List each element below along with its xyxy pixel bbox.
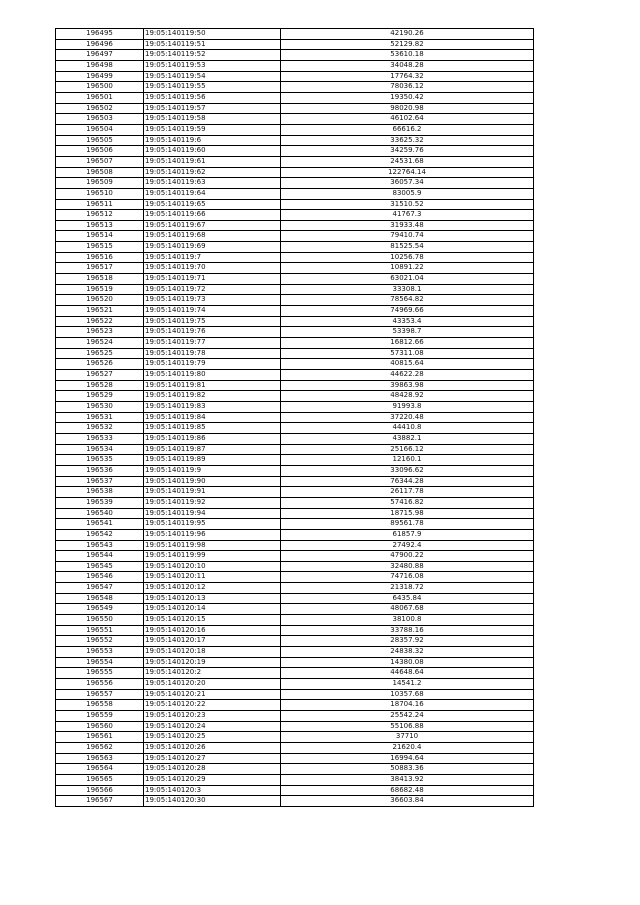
value-cell: 53398.7	[281, 327, 534, 338]
row-id-cell: 196548	[56, 593, 144, 604]
row-id-cell: 196558	[56, 700, 144, 711]
row-id-cell: 196555	[56, 668, 144, 679]
timestamp-cell: 19:05:140119:52	[144, 50, 281, 61]
table-row	[56, 647, 534, 658]
row-id-cell: 196541	[56, 519, 144, 530]
table-row	[56, 316, 534, 327]
value-cell: 81525.54	[281, 242, 534, 253]
table-row	[56, 124, 534, 135]
table-row	[56, 401, 534, 412]
value-cell: 24838.32	[281, 647, 534, 658]
table-row	[56, 657, 534, 668]
value-cell: 33308.1	[281, 284, 534, 295]
row-id-cell: 196538	[56, 487, 144, 498]
table-row	[56, 39, 534, 50]
value-cell: 31933.48	[281, 220, 534, 231]
table-row	[56, 412, 534, 423]
timestamp-cell: 19:05:140120:16	[144, 625, 281, 636]
table-row	[56, 604, 534, 615]
timestamp-cell: 19:05:140119:69	[144, 242, 281, 253]
table-row	[56, 668, 534, 679]
timestamp-cell: 19:05:140119:50	[144, 29, 281, 40]
value-cell: 78036.12	[281, 82, 534, 93]
table-row	[56, 156, 534, 167]
timestamp-cell: 19:05:140119:96	[144, 529, 281, 540]
table-row	[56, 274, 534, 285]
table-row	[56, 263, 534, 274]
table-row	[56, 92, 534, 103]
value-cell: 52129.82	[281, 39, 534, 50]
value-cell: 79410.74	[281, 231, 534, 242]
row-id-cell: 196542	[56, 529, 144, 540]
row-id-cell: 196525	[56, 348, 144, 359]
table-row	[56, 380, 534, 391]
row-id-cell: 196517	[56, 263, 144, 274]
row-id-cell: 196534	[56, 444, 144, 455]
table-row	[56, 114, 534, 125]
table-row	[56, 146, 534, 157]
row-id-cell: 196524	[56, 338, 144, 349]
row-id-cell: 196499	[56, 71, 144, 82]
timestamp-cell: 19:05:140119:66	[144, 210, 281, 221]
table-row	[56, 700, 534, 711]
timestamp-cell: 19:05:140119:64	[144, 188, 281, 199]
value-cell: 57311.08	[281, 348, 534, 359]
value-cell: 37710	[281, 732, 534, 743]
table-row	[56, 135, 534, 146]
timestamp-cell: 19:05:140119:77	[144, 338, 281, 349]
row-id-cell: 196497	[56, 50, 144, 61]
timestamp-cell: 19:05:140119:91	[144, 487, 281, 498]
row-id-cell: 196505	[56, 135, 144, 146]
timestamp-cell: 19:05:140120:29	[144, 774, 281, 785]
timestamp-cell: 19:05:140119:54	[144, 71, 281, 82]
timestamp-cell: 19:05:140119:90	[144, 476, 281, 487]
timestamp-cell: 19:05:140119:7	[144, 252, 281, 263]
table-row	[56, 615, 534, 626]
row-id-cell: 196504	[56, 124, 144, 135]
timestamp-cell: 19:05:140120:24	[144, 721, 281, 732]
row-id-cell: 196532	[56, 423, 144, 434]
timestamp-cell: 19:05:140119:70	[144, 263, 281, 274]
row-id-cell: 196510	[56, 188, 144, 199]
value-cell: 33096.62	[281, 465, 534, 476]
row-id-cell: 196554	[56, 657, 144, 668]
value-cell: 40815.64	[281, 359, 534, 370]
row-id-cell: 196531	[56, 412, 144, 423]
table-row	[56, 50, 534, 61]
table-row	[56, 636, 534, 647]
timestamp-cell: 19:05:140120:11	[144, 572, 281, 583]
table-row	[56, 572, 534, 583]
row-id-cell: 196547	[56, 583, 144, 594]
timestamp-cell: 19:05:140119:84	[144, 412, 281, 423]
table-row	[56, 220, 534, 231]
row-id-cell: 196527	[56, 370, 144, 381]
row-id-cell: 196537	[56, 476, 144, 487]
value-cell: 91993.8	[281, 401, 534, 412]
value-cell: 31510.52	[281, 199, 534, 210]
row-id-cell: 196565	[56, 774, 144, 785]
timestamp-cell: 19:05:140119:62	[144, 167, 281, 178]
table-row	[56, 433, 534, 444]
timestamp-cell: 19:05:140119:87	[144, 444, 281, 455]
row-id-cell: 196546	[56, 572, 144, 583]
timestamp-cell: 19:05:140119:61	[144, 156, 281, 167]
table-row	[56, 71, 534, 82]
value-cell: 18704.16	[281, 700, 534, 711]
table-row	[56, 295, 534, 306]
table-row	[56, 774, 534, 785]
row-id-cell: 196543	[56, 540, 144, 551]
table-row	[56, 732, 534, 743]
value-cell: 16812.66	[281, 338, 534, 349]
timestamp-cell: 19:05:140120:2	[144, 668, 281, 679]
timestamp-cell: 19:05:140120:28	[144, 764, 281, 775]
timestamp-cell: 19:05:140119:98	[144, 540, 281, 551]
value-cell: 43353.4	[281, 316, 534, 327]
value-cell: 32480.88	[281, 561, 534, 572]
timestamp-cell: 19:05:140120:23	[144, 711, 281, 722]
table-row	[56, 476, 534, 487]
table-row	[56, 487, 534, 498]
value-cell: 89561.78	[281, 519, 534, 530]
table-row	[56, 29, 534, 40]
value-cell: 78564.82	[281, 295, 534, 306]
value-cell: 39863.98	[281, 380, 534, 391]
value-cell: 28357.92	[281, 636, 534, 647]
row-id-cell: 196557	[56, 689, 144, 700]
timestamp-cell: 19:05:140120:22	[144, 700, 281, 711]
value-cell: 53610.18	[281, 50, 534, 61]
table-row	[56, 338, 534, 349]
timestamp-cell: 19:05:140119:58	[144, 114, 281, 125]
table-row	[56, 60, 534, 71]
table-row	[56, 242, 534, 253]
row-id-cell: 196515	[56, 242, 144, 253]
table-row	[56, 540, 534, 551]
value-cell: 48067.68	[281, 604, 534, 615]
timestamp-cell: 19:05:140120:3	[144, 785, 281, 796]
value-cell: 6435.84	[281, 593, 534, 604]
value-cell: 25166.12	[281, 444, 534, 455]
value-cell: 18715.98	[281, 508, 534, 519]
timestamp-cell: 19:05:140120:10	[144, 561, 281, 572]
timestamp-cell: 19:05:140120:12	[144, 583, 281, 594]
value-cell: 12160.1	[281, 455, 534, 466]
row-id-cell: 196544	[56, 551, 144, 562]
value-cell: 27492.4	[281, 540, 534, 551]
table-row	[56, 753, 534, 764]
timestamp-cell: 19:05:140119:76	[144, 327, 281, 338]
row-id-cell: 196516	[56, 252, 144, 263]
value-cell: 26117.78	[281, 487, 534, 498]
row-id-cell: 196551	[56, 625, 144, 636]
table-row	[56, 370, 534, 381]
value-cell: 57416.82	[281, 497, 534, 508]
table-row	[56, 188, 534, 199]
value-cell: 83005.9	[281, 188, 534, 199]
value-cell: 74969.66	[281, 306, 534, 317]
timestamp-cell: 19:05:140119:65	[144, 199, 281, 210]
timestamp-cell: 19:05:140119:6	[144, 135, 281, 146]
timestamp-cell: 19:05:140119:79	[144, 359, 281, 370]
table-row	[56, 167, 534, 178]
data-table	[55, 28, 534, 807]
row-id-cell: 196549	[56, 604, 144, 615]
row-id-cell: 196535	[56, 455, 144, 466]
timestamp-cell: 19:05:140120:13	[144, 593, 281, 604]
row-id-cell: 196522	[56, 316, 144, 327]
timestamp-cell: 19:05:140119:86	[144, 433, 281, 444]
timestamp-cell: 19:05:140120:14	[144, 604, 281, 615]
timestamp-cell: 19:05:140120:19	[144, 657, 281, 668]
table-row	[56, 327, 534, 338]
value-cell: 68682.48	[281, 785, 534, 796]
table-row	[56, 679, 534, 690]
row-id-cell: 196495	[56, 29, 144, 40]
value-cell: 24531.68	[281, 156, 534, 167]
value-cell: 10256.78	[281, 252, 534, 263]
row-id-cell: 196562	[56, 742, 144, 753]
table-row	[56, 561, 534, 572]
row-id-cell: 196560	[56, 721, 144, 732]
timestamp-cell: 19:05:140120:25	[144, 732, 281, 743]
value-cell: 38100.8	[281, 615, 534, 626]
table-body	[56, 29, 534, 807]
row-id-cell: 196498	[56, 60, 144, 71]
timestamp-cell: 19:05:140119:51	[144, 39, 281, 50]
value-cell: 14541.2	[281, 679, 534, 690]
row-id-cell: 196523	[56, 327, 144, 338]
value-cell: 17764.32	[281, 71, 534, 82]
value-cell: 66616.2	[281, 124, 534, 135]
row-id-cell: 196506	[56, 146, 144, 157]
table-row	[56, 359, 534, 370]
row-id-cell: 196508	[56, 167, 144, 178]
row-id-cell: 196536	[56, 465, 144, 476]
value-cell: 21318.72	[281, 583, 534, 594]
row-id-cell: 196518	[56, 274, 144, 285]
table-row	[56, 721, 534, 732]
value-cell: 55106.88	[281, 721, 534, 732]
timestamp-cell: 19:05:140120:20	[144, 679, 281, 690]
row-id-cell: 196567	[56, 796, 144, 807]
row-id-cell: 196545	[56, 561, 144, 572]
timestamp-cell: 19:05:140119:60	[144, 146, 281, 157]
timestamp-cell: 19:05:140119:92	[144, 497, 281, 508]
table-row	[56, 583, 534, 594]
value-cell: 34048.28	[281, 60, 534, 71]
row-id-cell: 196529	[56, 391, 144, 402]
timestamp-cell: 19:05:140119:56	[144, 92, 281, 103]
row-id-cell: 196511	[56, 199, 144, 210]
row-id-cell: 196512	[56, 210, 144, 221]
value-cell: 33625.32	[281, 135, 534, 146]
timestamp-cell: 19:05:140119:57	[144, 103, 281, 114]
timestamp-cell: 19:05:140120:26	[144, 742, 281, 753]
timestamp-cell: 19:05:140120:17	[144, 636, 281, 647]
table-row	[56, 689, 534, 700]
row-id-cell: 196564	[56, 764, 144, 775]
timestamp-cell: 19:05:140119:71	[144, 274, 281, 285]
row-id-cell: 196540	[56, 508, 144, 519]
table-row	[56, 711, 534, 722]
table-row	[56, 785, 534, 796]
table-row	[56, 103, 534, 114]
value-cell: 25542.24	[281, 711, 534, 722]
value-cell: 122764.14	[281, 167, 534, 178]
table-row	[56, 284, 534, 295]
table-row	[56, 465, 534, 476]
value-cell: 98020.98	[281, 103, 534, 114]
row-id-cell: 196528	[56, 380, 144, 391]
value-cell: 41767.3	[281, 210, 534, 221]
value-cell: 61857.9	[281, 529, 534, 540]
table-row	[56, 199, 534, 210]
table-row	[56, 551, 534, 562]
table-row	[56, 497, 534, 508]
row-id-cell: 196502	[56, 103, 144, 114]
table-row	[56, 764, 534, 775]
timestamp-cell: 19:05:140120:21	[144, 689, 281, 700]
value-cell: 48428.92	[281, 391, 534, 402]
row-id-cell: 196500	[56, 82, 144, 93]
timestamp-cell: 19:05:140120:27	[144, 753, 281, 764]
timestamp-cell: 19:05:140119:63	[144, 178, 281, 189]
value-cell: 50883.36	[281, 764, 534, 775]
value-cell: 37220.48	[281, 412, 534, 423]
row-id-cell: 196503	[56, 114, 144, 125]
timestamp-cell: 19:05:140119:68	[144, 231, 281, 242]
value-cell: 76344.28	[281, 476, 534, 487]
timestamp-cell: 19:05:140119:74	[144, 306, 281, 317]
table-row	[56, 306, 534, 317]
value-cell: 74716.08	[281, 572, 534, 583]
row-id-cell: 196539	[56, 497, 144, 508]
row-id-cell: 196561	[56, 732, 144, 743]
timestamp-cell: 19:05:140119:72	[144, 284, 281, 295]
value-cell: 47900.22	[281, 551, 534, 562]
timestamp-cell: 19:05:140119:75	[144, 316, 281, 327]
value-cell: 63021.04	[281, 274, 534, 285]
table-row	[56, 210, 534, 221]
row-id-cell: 196519	[56, 284, 144, 295]
timestamp-cell: 19:05:140120:18	[144, 647, 281, 658]
timestamp-cell: 19:05:140119:80	[144, 370, 281, 381]
value-cell: 38413.92	[281, 774, 534, 785]
timestamp-cell: 19:05:140119:73	[144, 295, 281, 306]
table-row	[56, 455, 534, 466]
table-row	[56, 252, 534, 263]
value-cell: 42190.26	[281, 29, 534, 40]
timestamp-cell: 19:05:140119:81	[144, 380, 281, 391]
table-row	[56, 348, 534, 359]
row-id-cell: 196566	[56, 785, 144, 796]
timestamp-cell: 19:05:140120:15	[144, 615, 281, 626]
table-row	[56, 423, 534, 434]
timestamp-cell: 19:05:140119:82	[144, 391, 281, 402]
table-row	[56, 82, 534, 93]
timestamp-cell: 19:05:140119:83	[144, 401, 281, 412]
table-row	[56, 178, 534, 189]
value-cell: 33788.16	[281, 625, 534, 636]
value-cell: 43882.1	[281, 433, 534, 444]
row-id-cell: 196556	[56, 679, 144, 690]
timestamp-cell: 19:05:140119:99	[144, 551, 281, 562]
timestamp-cell: 19:05:140119:94	[144, 508, 281, 519]
row-id-cell: 196559	[56, 711, 144, 722]
table-row	[56, 508, 534, 519]
table-row	[56, 593, 534, 604]
value-cell: 36057.34	[281, 178, 534, 189]
row-id-cell: 196513	[56, 220, 144, 231]
value-cell: 10357.68	[281, 689, 534, 700]
value-cell: 14380.08	[281, 657, 534, 668]
row-id-cell: 196521	[56, 306, 144, 317]
table-row	[56, 796, 534, 807]
row-id-cell: 196563	[56, 753, 144, 764]
row-id-cell: 196501	[56, 92, 144, 103]
row-id-cell: 196530	[56, 401, 144, 412]
value-cell: 34259.76	[281, 146, 534, 157]
value-cell: 44410.8	[281, 423, 534, 434]
value-cell: 10891.22	[281, 263, 534, 274]
timestamp-cell: 19:05:140119:53	[144, 60, 281, 71]
row-id-cell: 196514	[56, 231, 144, 242]
timestamp-cell: 19:05:140119:85	[144, 423, 281, 434]
table-row	[56, 444, 534, 455]
timestamp-cell: 19:05:140119:78	[144, 348, 281, 359]
value-cell: 36603.84	[281, 796, 534, 807]
row-id-cell: 196526	[56, 359, 144, 370]
table-row	[56, 625, 534, 636]
row-id-cell: 196509	[56, 178, 144, 189]
timestamp-cell: 19:05:140119:55	[144, 82, 281, 93]
timestamp-cell: 19:05:140119:95	[144, 519, 281, 530]
value-cell: 21620.4	[281, 742, 534, 753]
timestamp-cell: 19:05:140120:30	[144, 796, 281, 807]
table-row	[56, 231, 534, 242]
row-id-cell: 196550	[56, 615, 144, 626]
value-cell: 44648.64	[281, 668, 534, 679]
timestamp-cell: 19:05:140119:59	[144, 124, 281, 135]
table-row	[56, 391, 534, 402]
value-cell: 16994.64	[281, 753, 534, 764]
row-id-cell: 196507	[56, 156, 144, 167]
row-id-cell: 196533	[56, 433, 144, 444]
value-cell: 44622.28	[281, 370, 534, 381]
table-row	[56, 742, 534, 753]
timestamp-cell: 19:05:140119:67	[144, 220, 281, 231]
value-cell: 46102.64	[281, 114, 534, 125]
timestamp-cell: 19:05:140119:89	[144, 455, 281, 466]
timestamp-cell: 19:05:140119:9	[144, 465, 281, 476]
table-row	[56, 519, 534, 530]
row-id-cell: 196553	[56, 647, 144, 658]
row-id-cell: 196496	[56, 39, 144, 50]
value-cell: 19350.42	[281, 92, 534, 103]
row-id-cell: 196520	[56, 295, 144, 306]
table-row	[56, 529, 534, 540]
row-id-cell: 196552	[56, 636, 144, 647]
